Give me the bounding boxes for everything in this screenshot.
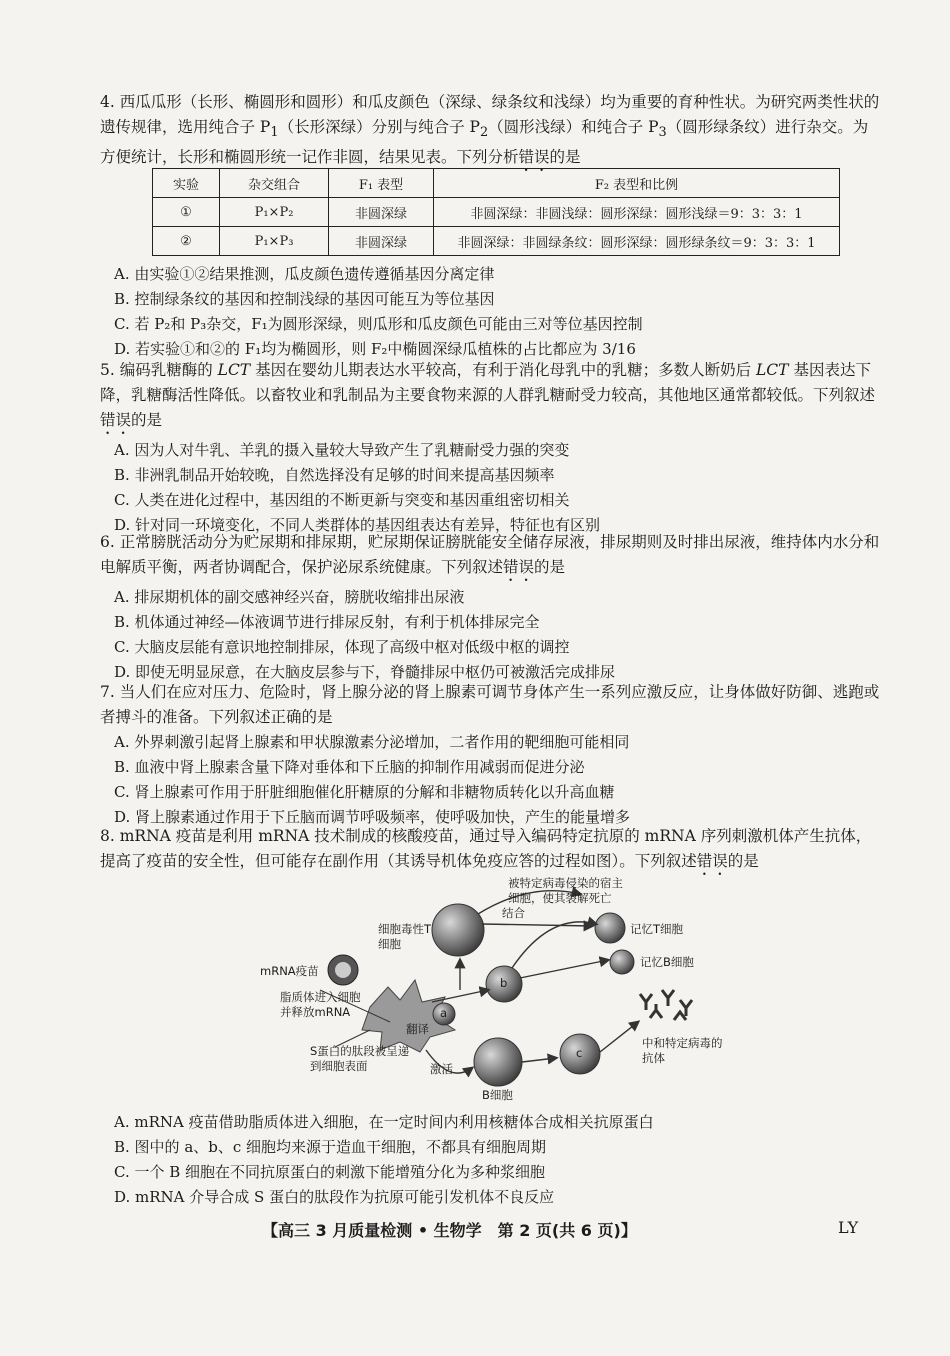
question-8-stem: 8. mRNA 疫苗是利用 mRNA 技术制成的核酸疫苗，通过导入编码特定抗原的 mRNA 序列刺激机体产生抗体，提高了疫苗的安全性，但可能存在副作用（其诱导机体免疫应答的过程如图）。下列叙述错误的是: [100, 827, 872, 870]
results-table: [152, 168, 840, 256]
option-a[interactable]: A. 排尿期机体的副交感神经兴奋，膀胱收缩排出尿液: [114, 588, 465, 606]
bind-label: 结合: [502, 906, 525, 920]
cell-b-label: b: [500, 976, 508, 990]
translate-label: 翻译: [406, 1022, 429, 1036]
page-footer: 【高三 3 月质量检测 • 生物学 第 2 页(共 6 页)】: [262, 1221, 637, 1240]
memory-t-label: 记忆T细胞: [630, 922, 684, 936]
vaccine-label: mRNA疫苗: [260, 964, 319, 978]
table-header-cell: 杂交组合: [220, 169, 329, 198]
option-d[interactable]: D. 即使无明显尿意，在大脑皮层参与下，脊髓排尿中枢仍可被激活完成排尿: [114, 663, 616, 681]
question-5-stem: 5. 编码乳糖酶的 LCT 基因在婴幼儿期表达水平较高，有利于消化母乳中的乳糖；多数人断奶后 LCT 基因表达下降，乳糖酶活性降低。以畜牧业和乳制品为主要食物来源的人群乳糖耐受力较高，其他地区通常都较低。下列叙述错误的是: [100, 361, 876, 429]
memory-t-cell: [595, 913, 625, 943]
option-c[interactable]: C. 一个 B 细胞在不同抗原蛋白的刺激下能增殖分化为多种浆细胞: [114, 1163, 546, 1181]
ctl-label: 细胞毒性T细胞: [378, 922, 432, 951]
peptide-label: S蛋白的肽段被呈递到细胞表面: [310, 1044, 410, 1073]
option-d[interactable]: D. 针对同一环境变化，不同人类群体的基因组表达有差异，特征也有区别: [114, 516, 601, 534]
table-row: [153, 227, 840, 256]
question-8-options: [100, 1110, 880, 1210]
cell-c-label: c: [576, 1046, 583, 1060]
table-cell: 非圆深绿: [329, 227, 434, 256]
table-header-cell: F₂ 表型和比例: [434, 169, 840, 198]
question-6: [100, 530, 880, 685]
option-a[interactable]: A. 由实验①②结果推测，瓜皮颜色遗传遵循基因分离定律: [114, 265, 495, 283]
option-a[interactable]: A. mRNA 疫苗借助脂质体进入细胞，在一定时间内利用核糖体合成相关抗原蛋白: [114, 1113, 654, 1131]
option-a[interactable]: A. 因为人对牛乳、羊乳的摄入量较大导致产生了乳糖耐受力强的突变: [114, 441, 570, 459]
question-7: [100, 680, 880, 830]
paper-code: LY: [838, 1218, 859, 1237]
table-cell: ①: [153, 198, 220, 227]
option-b[interactable]: B. 机体通过神经—体液调节进行排尿反射，有利于机体排尿完全: [114, 613, 540, 631]
table-cell: 非圆深绿：非圆浅绿：圆形深绿：圆形浅绿＝9：3：3：1: [434, 198, 840, 227]
memory-b-label: 记忆B细胞: [640, 955, 694, 969]
option-d[interactable]: D. 肾上腺素通过作用于下丘脑而调节呼吸频率，使呼吸加快，产生的能量增多: [114, 808, 631, 826]
option-c[interactable]: C. 人类在进化过程中，基因组的不断更新与突变和基因重组密切相关: [114, 491, 570, 509]
option-b[interactable]: B. 血液中肾上腺素含量下降对垂体和下丘脑的抑制作用减弱而促进分泌: [114, 758, 585, 776]
table-cell: P₁×P₂: [220, 198, 329, 227]
table-header-row: [153, 169, 840, 198]
question-4: [100, 90, 880, 175]
option-d[interactable]: D. 若实验①和②的 F₁均为椭圆形，则 F₂中椭圆深绿瓜植株的占比都应为 3/16: [114, 340, 636, 358]
activate-label: 激活: [430, 1062, 453, 1076]
memory-b-cell: [610, 950, 634, 974]
option-b[interactable]: B. 控制绿条纹的基因和控制浅绿的基因可能互为等位基因: [114, 290, 495, 308]
question-4-options: [100, 262, 880, 362]
option-b[interactable]: B. 非洲乳制品开始较晚，自然选择没有足够的时间来提高基因频率: [114, 466, 555, 484]
option-c[interactable]: C. 肾上腺素可作用于肝脏细胞催化肝糖原的分解和非糖物质转化以升高血糖: [114, 783, 615, 801]
option-d[interactable]: D. mRNA 介导合成 S 蛋白的肽段作为抗原可能引发机体不良反应: [114, 1188, 555, 1206]
option-b[interactable]: B. 图中的 a、b、c 细胞均来源于造血干细胞，不都具有细胞周期: [114, 1138, 547, 1156]
question-4-stem: 4. 西瓜瓜形（长形、椭圆形和圆形）和瓜皮颜色（深绿、绿条纹和浅绿）均为重要的育种性状。为研究两类性状的遗传规律，选用纯合子 $P_1$（长形深绿）分别与纯合子 $P_2$（圆形浅绿）和纯合子 $P_3$（圆形绿条纹）进行杂交。为方便统计，长形和椭圆形统一记作非圆，结果见表。下列分析错误的是: [100, 93, 880, 167]
table-cell: ②: [153, 227, 220, 256]
question-5: [100, 358, 880, 538]
table-cell: 非圆深绿: [329, 198, 434, 227]
antibody-label: 中和特定病毒的抗体: [642, 1036, 723, 1065]
table-cell: 非圆深绿：非圆绿条纹：圆形深绿：圆形绿条纹＝9：3：3：1: [434, 227, 840, 256]
liposome-label: 脂质体进入细胞并释放mRNA: [280, 990, 361, 1019]
table-row: [153, 198, 840, 227]
target-cell-label: 被特定病毒侵染的宿主细胞，使其裂解死亡: [508, 876, 623, 905]
question-7-stem: 7. 当人们在应对压力、危险时，肾上腺分泌的肾上腺素可调节身体产生一系列应激反应，让身体做好防御、逃跑或者搏斗的准备。下列叙述正确的是: [100, 683, 880, 726]
b-cell: [474, 1038, 522, 1086]
question-6-stem: 6. 正常膀胱活动分为贮尿期和排尿期，贮尿期保证膀胱能安全储存尿液，排尿期则及时排出尿液，维持体内水分和电解质平衡，两者协调配合，保护泌尿系统健康。下列叙述错误的是: [100, 533, 880, 576]
option-c[interactable]: C. 大脑皮层能有意识地控制排尿，体现了高级中枢对低级中枢的调控: [114, 638, 570, 656]
b-cell-label: B细胞: [482, 1088, 513, 1102]
question-8: [100, 824, 880, 879]
table-header-cell: F₁ 表型: [329, 169, 434, 198]
table-header-cell: 实验: [153, 169, 220, 198]
option-c[interactable]: C. 若 P₂和 P₃杂交，F₁为圆形深绿，则瓜形和瓜皮颜色可能由三对等位基因控制: [114, 315, 643, 333]
option-a[interactable]: A. 外界刺激引起肾上腺素和甲状腺激素分泌增加，二者作用的靶细胞可能相同: [114, 733, 630, 751]
antibodies: [640, 990, 692, 1020]
immune-response-figure: [250, 872, 750, 1102]
table-cell: P₁×P₃: [220, 227, 329, 256]
cell-a-label: a: [440, 1006, 448, 1020]
